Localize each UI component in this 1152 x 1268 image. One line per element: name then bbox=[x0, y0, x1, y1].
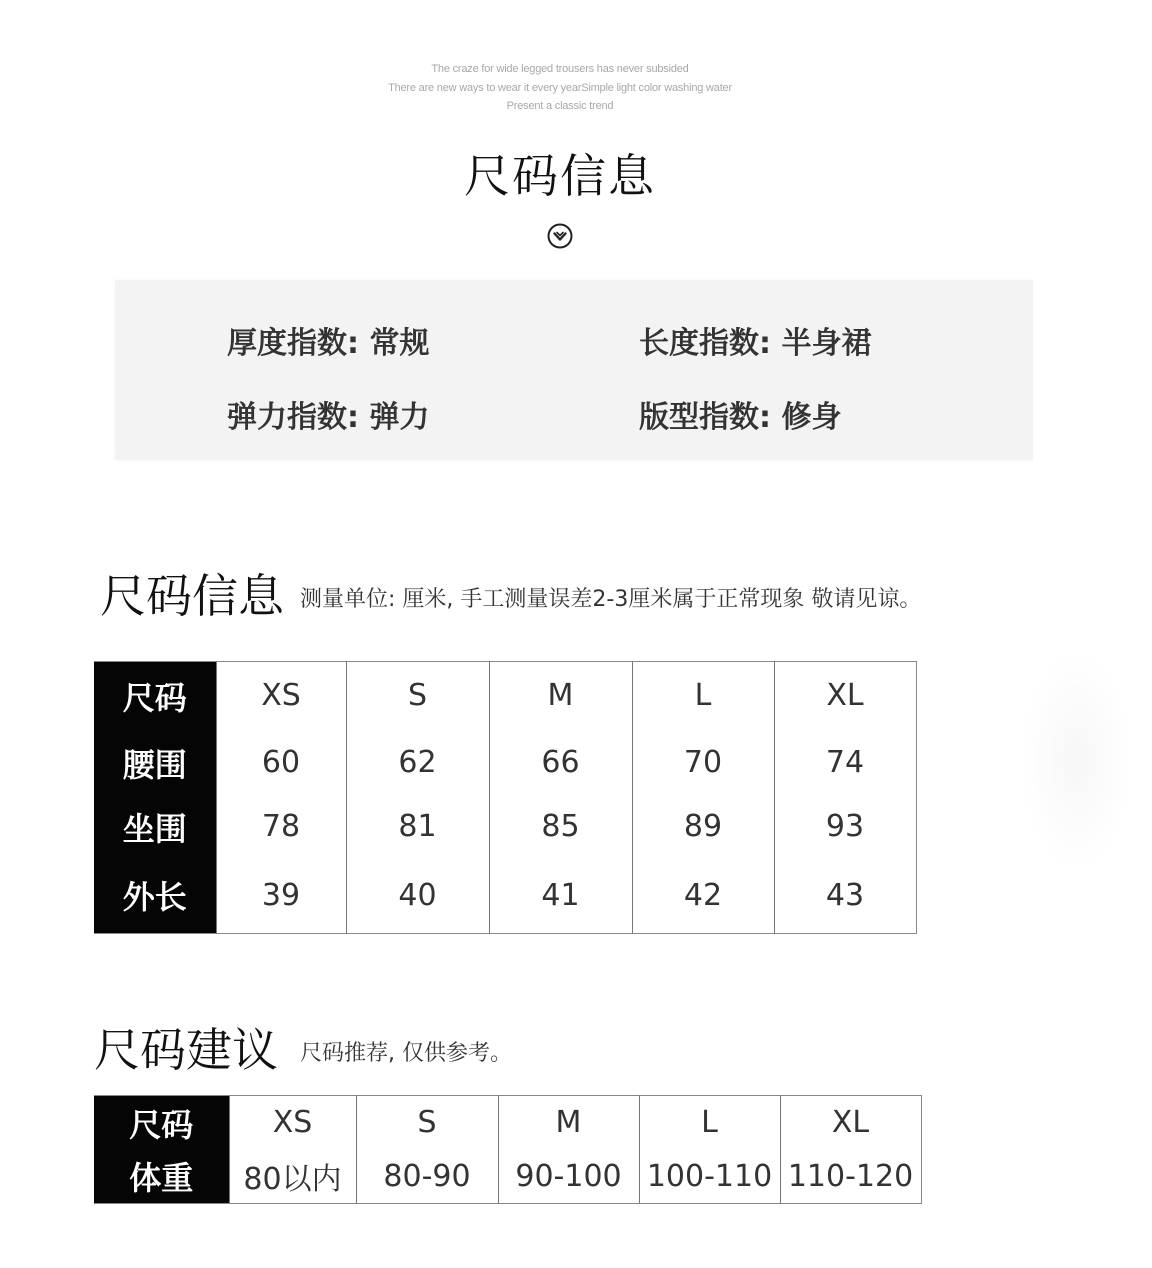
size-info-cell: 60 bbox=[216, 730, 346, 796]
size-info-cell: 81 bbox=[346, 796, 489, 858]
size-info-cell: 89 bbox=[632, 796, 774, 858]
size-advice-row bbox=[94, 1150, 921, 1204]
size-info-cell: 40 bbox=[346, 858, 489, 934]
fit-index: 版型指数: 修身 bbox=[639, 400, 842, 435]
size-info-cell: 93 bbox=[774, 796, 916, 858]
tagline-line-1: The craze for wide legged trousers has never subsided bbox=[431, 63, 689, 75]
size-info-table bbox=[94, 661, 917, 934]
size-advice-cell: M bbox=[498, 1096, 639, 1150]
size-advice-table bbox=[94, 1095, 922, 1204]
chevron-down-circle-icon bbox=[546, 222, 574, 250]
size-info-cell: S bbox=[346, 662, 489, 730]
size-info-cell: 39 bbox=[216, 858, 346, 934]
size-info-cell: 78 bbox=[216, 796, 346, 858]
size-advice-cell: 110-120 bbox=[780, 1150, 921, 1204]
page-title: 尺码信息 bbox=[464, 149, 656, 203]
size-advice-cell: 100-110 bbox=[639, 1150, 780, 1204]
size-advice-row bbox=[94, 1096, 921, 1150]
size-info-row bbox=[94, 858, 916, 934]
size-info-cell: 62 bbox=[346, 730, 489, 796]
size-advice-row-label: 尺码 bbox=[94, 1096, 229, 1150]
size-advice-note: 尺码推荐, 仅供参考。 bbox=[300, 1041, 512, 1066]
size-advice-cell: 90-100 bbox=[498, 1150, 639, 1204]
size-info-row-label: 坐围 bbox=[94, 796, 216, 858]
size-info-cell: 43 bbox=[774, 858, 916, 934]
faded-background-graphic bbox=[1022, 650, 1132, 870]
size-advice-cell: L bbox=[639, 1096, 780, 1150]
size-info-row-label: 尺码 bbox=[94, 662, 216, 730]
size-info-row-label: 腰围 bbox=[94, 730, 216, 796]
product-attributes-panel bbox=[115, 280, 1033, 460]
size-info-cell: XL bbox=[774, 662, 916, 730]
tagline-line-2: There are new ways to wear it every yearSimple light color washing water bbox=[388, 82, 732, 94]
size-advice-cell: S bbox=[356, 1096, 498, 1150]
size-info-row bbox=[94, 662, 916, 730]
size-info-row bbox=[94, 730, 916, 796]
elasticity-index: 弹力指数: 弹力 bbox=[227, 400, 430, 435]
size-advice-cell: 80-90 bbox=[356, 1150, 498, 1204]
size-info-cell: 74 bbox=[774, 730, 916, 796]
size-info-cell: 85 bbox=[489, 796, 632, 858]
size-info-cell: 70 bbox=[632, 730, 774, 796]
size-info-title: 尺码信息 bbox=[100, 569, 284, 623]
size-info-row bbox=[94, 796, 916, 858]
size-info-cell: 41 bbox=[489, 858, 632, 934]
size-info-cell: 42 bbox=[632, 858, 774, 934]
thickness-index: 厚度指数: 常规 bbox=[227, 326, 430, 361]
size-info-cell: M bbox=[489, 662, 632, 730]
size-info-note: 测量单位: 厘米, 手工测量误差2-3厘米属于正常现象 敬请见谅。 bbox=[300, 587, 922, 612]
size-info-cell: L bbox=[632, 662, 774, 730]
size-advice-row-label: 体重 bbox=[94, 1150, 229, 1204]
length-index: 长度指数: 半身裙 bbox=[639, 326, 872, 361]
size-info-row-label: 外长 bbox=[94, 858, 216, 934]
size-advice-cell: XS bbox=[229, 1096, 356, 1150]
tagline-line-3: Present a classic trend bbox=[506, 100, 614, 112]
size-advice-title: 尺码建议 bbox=[94, 1023, 278, 1077]
size-advice-cell: 80以内 bbox=[229, 1150, 356, 1204]
size-info-cell: XS bbox=[216, 662, 346, 730]
size-advice-cell: XL bbox=[780, 1096, 921, 1150]
size-info-cell: 66 bbox=[489, 730, 632, 796]
